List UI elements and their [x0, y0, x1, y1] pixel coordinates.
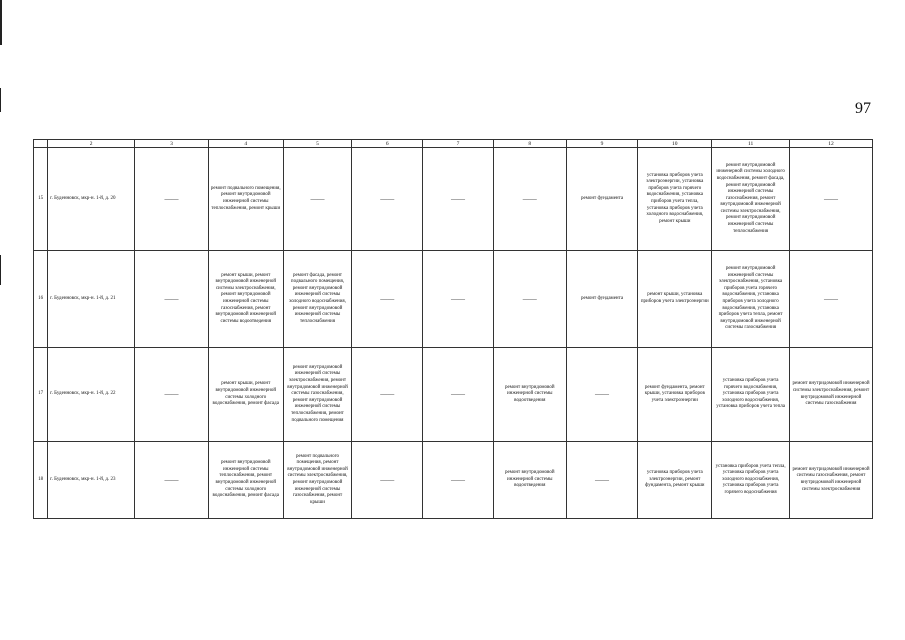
column-header-12: 12: [790, 140, 873, 148]
row-number: 18: [34, 442, 48, 519]
works-cell-col-7: ——: [423, 348, 494, 442]
table-row: [34, 348, 873, 442]
table-row: [34, 442, 873, 519]
address-cell: г. Буденновск, мкр-н. 1-й, д. 22: [48, 348, 135, 442]
works-cell-col-6: ——: [352, 442, 423, 519]
row-number: 15: [34, 148, 48, 251]
column-header-4: 4: [208, 140, 283, 148]
scan-margin-line-1: [0, 0, 2, 45]
column-header-3: 3: [135, 140, 209, 148]
table-row: [34, 148, 873, 251]
address-cell: г. Буденновск, мкр-н. 1-й, д. 20: [48, 148, 135, 251]
column-header-11: 11: [712, 140, 790, 148]
works-cell-col-7: ——: [423, 251, 494, 348]
works-cell-col-11: установка приборов учета тепла, установка приборов учета холодного водоснабжения, установка приборов учета горячего водоснабжения: [712, 442, 790, 519]
works-cell-col-10: установка приборов учета электроэнергии, ремонт фундамента, ремонт крыши: [638, 442, 712, 519]
works-cell-col-3: ——: [135, 148, 209, 251]
works-cell-col-8: ——: [493, 251, 566, 348]
works-cell-col-7: ——: [423, 442, 494, 519]
row-number: 17: [34, 348, 48, 442]
scan-margin-line-3: [0, 255, 1, 285]
works-cell-col-5: ремонт фасада, ремонт подвального помещения, ремонт внутридомовой инженерной системы холодного водоснабжения, ремонт внутридомовой инженерной системы теплоснабжения: [283, 251, 352, 348]
works-cell-col-11: ремонт внутридомовой инженерной системы холодного водоснабжения, ремонт фасада, ремонт внутридомовой инженерной системы газоснабжения, ремонт внутридомовой инженерной системы электроснабжения, ремонт внутридомовой инженерной системы теплоснабжения: [712, 148, 790, 251]
renovation-schedule-table: [33, 139, 873, 519]
column-header-8: 8: [493, 140, 566, 148]
works-cell-col-3: ——: [135, 442, 209, 519]
works-cell-col-12: ——: [790, 251, 873, 348]
works-cell-col-10: ремонт фундамента, ремонт крыши, установка приборов учета электроэнергии: [638, 348, 712, 442]
works-cell-col-9: ремонт фундамента: [566, 251, 638, 348]
column-header-2: 2: [48, 140, 135, 148]
table-row: [34, 251, 873, 348]
works-cell-col-11: установка приборов учета горячего водоснабжения, установка приборов учета холодного водоснабжения, установка приборов учета тепла: [712, 348, 790, 442]
address-cell: г. Буденновск, мкр-н. 1-й, д. 23: [48, 442, 135, 519]
column-header-1: [34, 140, 48, 148]
works-cell-col-10: ремонт крыши, установка приборов учета электроэнергии: [638, 251, 712, 348]
address-cell: г. Буденновск, мкр-н. 1-й, д. 21: [48, 251, 135, 348]
works-cell-col-7: ——: [423, 148, 494, 251]
works-cell-col-9: ремонт фундамента: [566, 148, 638, 251]
works-cell-col-12: ——: [790, 148, 873, 251]
works-cell-col-8: ——: [493, 148, 566, 251]
works-cell-col-6: ——: [352, 348, 423, 442]
works-cell-col-11: ремонт внутридомовой инженерной системы электроснабжения, установка приборов учета горячего водоснабжения, установка приборов учета холодного водоснабжения, установка приборов учета тепла, ремонт внутридомовой инженерной системы газоснабжения: [712, 251, 790, 348]
works-cell-col-5: ремонт внутридомовой инженерной системы электроснабжения, ремонт внутридомовой инженерной системы газоснабжения, ремонт внутридомовой инженерной системы теплоснабжения, ремонт подвального помещения: [283, 348, 352, 442]
works-cell-col-4: ремонт крыши, ремонт внутридомовой инженерной системы электроснабжения, ремонт внутридомовой инженерной системы газоснабжения, ремонт внутридомовой инженерной системы водоотведения: [208, 251, 283, 348]
works-cell-col-8: ремонт внутридомовой инженерной системы водоотведения: [493, 442, 566, 519]
works-cell-col-6: ——: [352, 148, 423, 251]
works-cell-col-3: ——: [135, 251, 209, 348]
works-cell-col-4: ремонт подвального помещения, ремонт внутридомовой инженерной системы теплоснабжения, ремонт крыши: [208, 148, 283, 251]
works-cell-col-3: ——: [135, 348, 209, 442]
works-cell-col-9: ——: [566, 442, 638, 519]
column-header-9: 9: [566, 140, 638, 148]
works-cell-col-12: ремонт внутридомовой инженерной системы газоснабжения, ремонт внутридомовой инженерной системы электроснабжения: [790, 442, 873, 519]
column-header-10: 10: [638, 140, 712, 148]
column-header-7: 7: [423, 140, 494, 148]
works-cell-col-12: ремонт внутридомовой инженерной системы электроснабжения, ремонт внутридомовой инженерной системы газоснабжения: [790, 348, 873, 442]
works-cell-col-5: ремонт подвального помещения, ремонт внутридомовой инженерной системы электроснабжения, ремонт внутридомовой инженерной системы газоснабжения, ремонт крыши: [283, 442, 352, 519]
works-cell-col-5: ——: [283, 148, 352, 251]
works-cell-col-8: ремонт внутридомовой инженерной системы водоотведения: [493, 348, 566, 442]
works-cell-col-4: ремонт внутридомовой инженерной системы теплоснабжения, ремонт внутридомовой инженерной системы холодного водоснабжения, ремонт фасада: [208, 442, 283, 519]
column-header-6: 6: [352, 140, 423, 148]
works-cell-col-10: установка приборов учета электроэнергии, установка приборов учета горячего водоснабжения, установка приборов учета тепла, установка приборов учета холодного водоснабжения, ремонт крыши: [638, 148, 712, 251]
works-cell-col-6: ——: [352, 251, 423, 348]
page-number: 97: [855, 100, 871, 117]
table-header-row: [34, 140, 873, 148]
column-header-5: 5: [283, 140, 352, 148]
row-number: 16: [34, 251, 48, 348]
works-cell-col-4: ремонт крыши, ремонт внутридомовой инженерной системы холодного водоснабжения, ремонт фасада: [208, 348, 283, 442]
works-cell-col-9: ——: [566, 348, 638, 442]
scan-margin-line-2: [0, 88, 1, 112]
